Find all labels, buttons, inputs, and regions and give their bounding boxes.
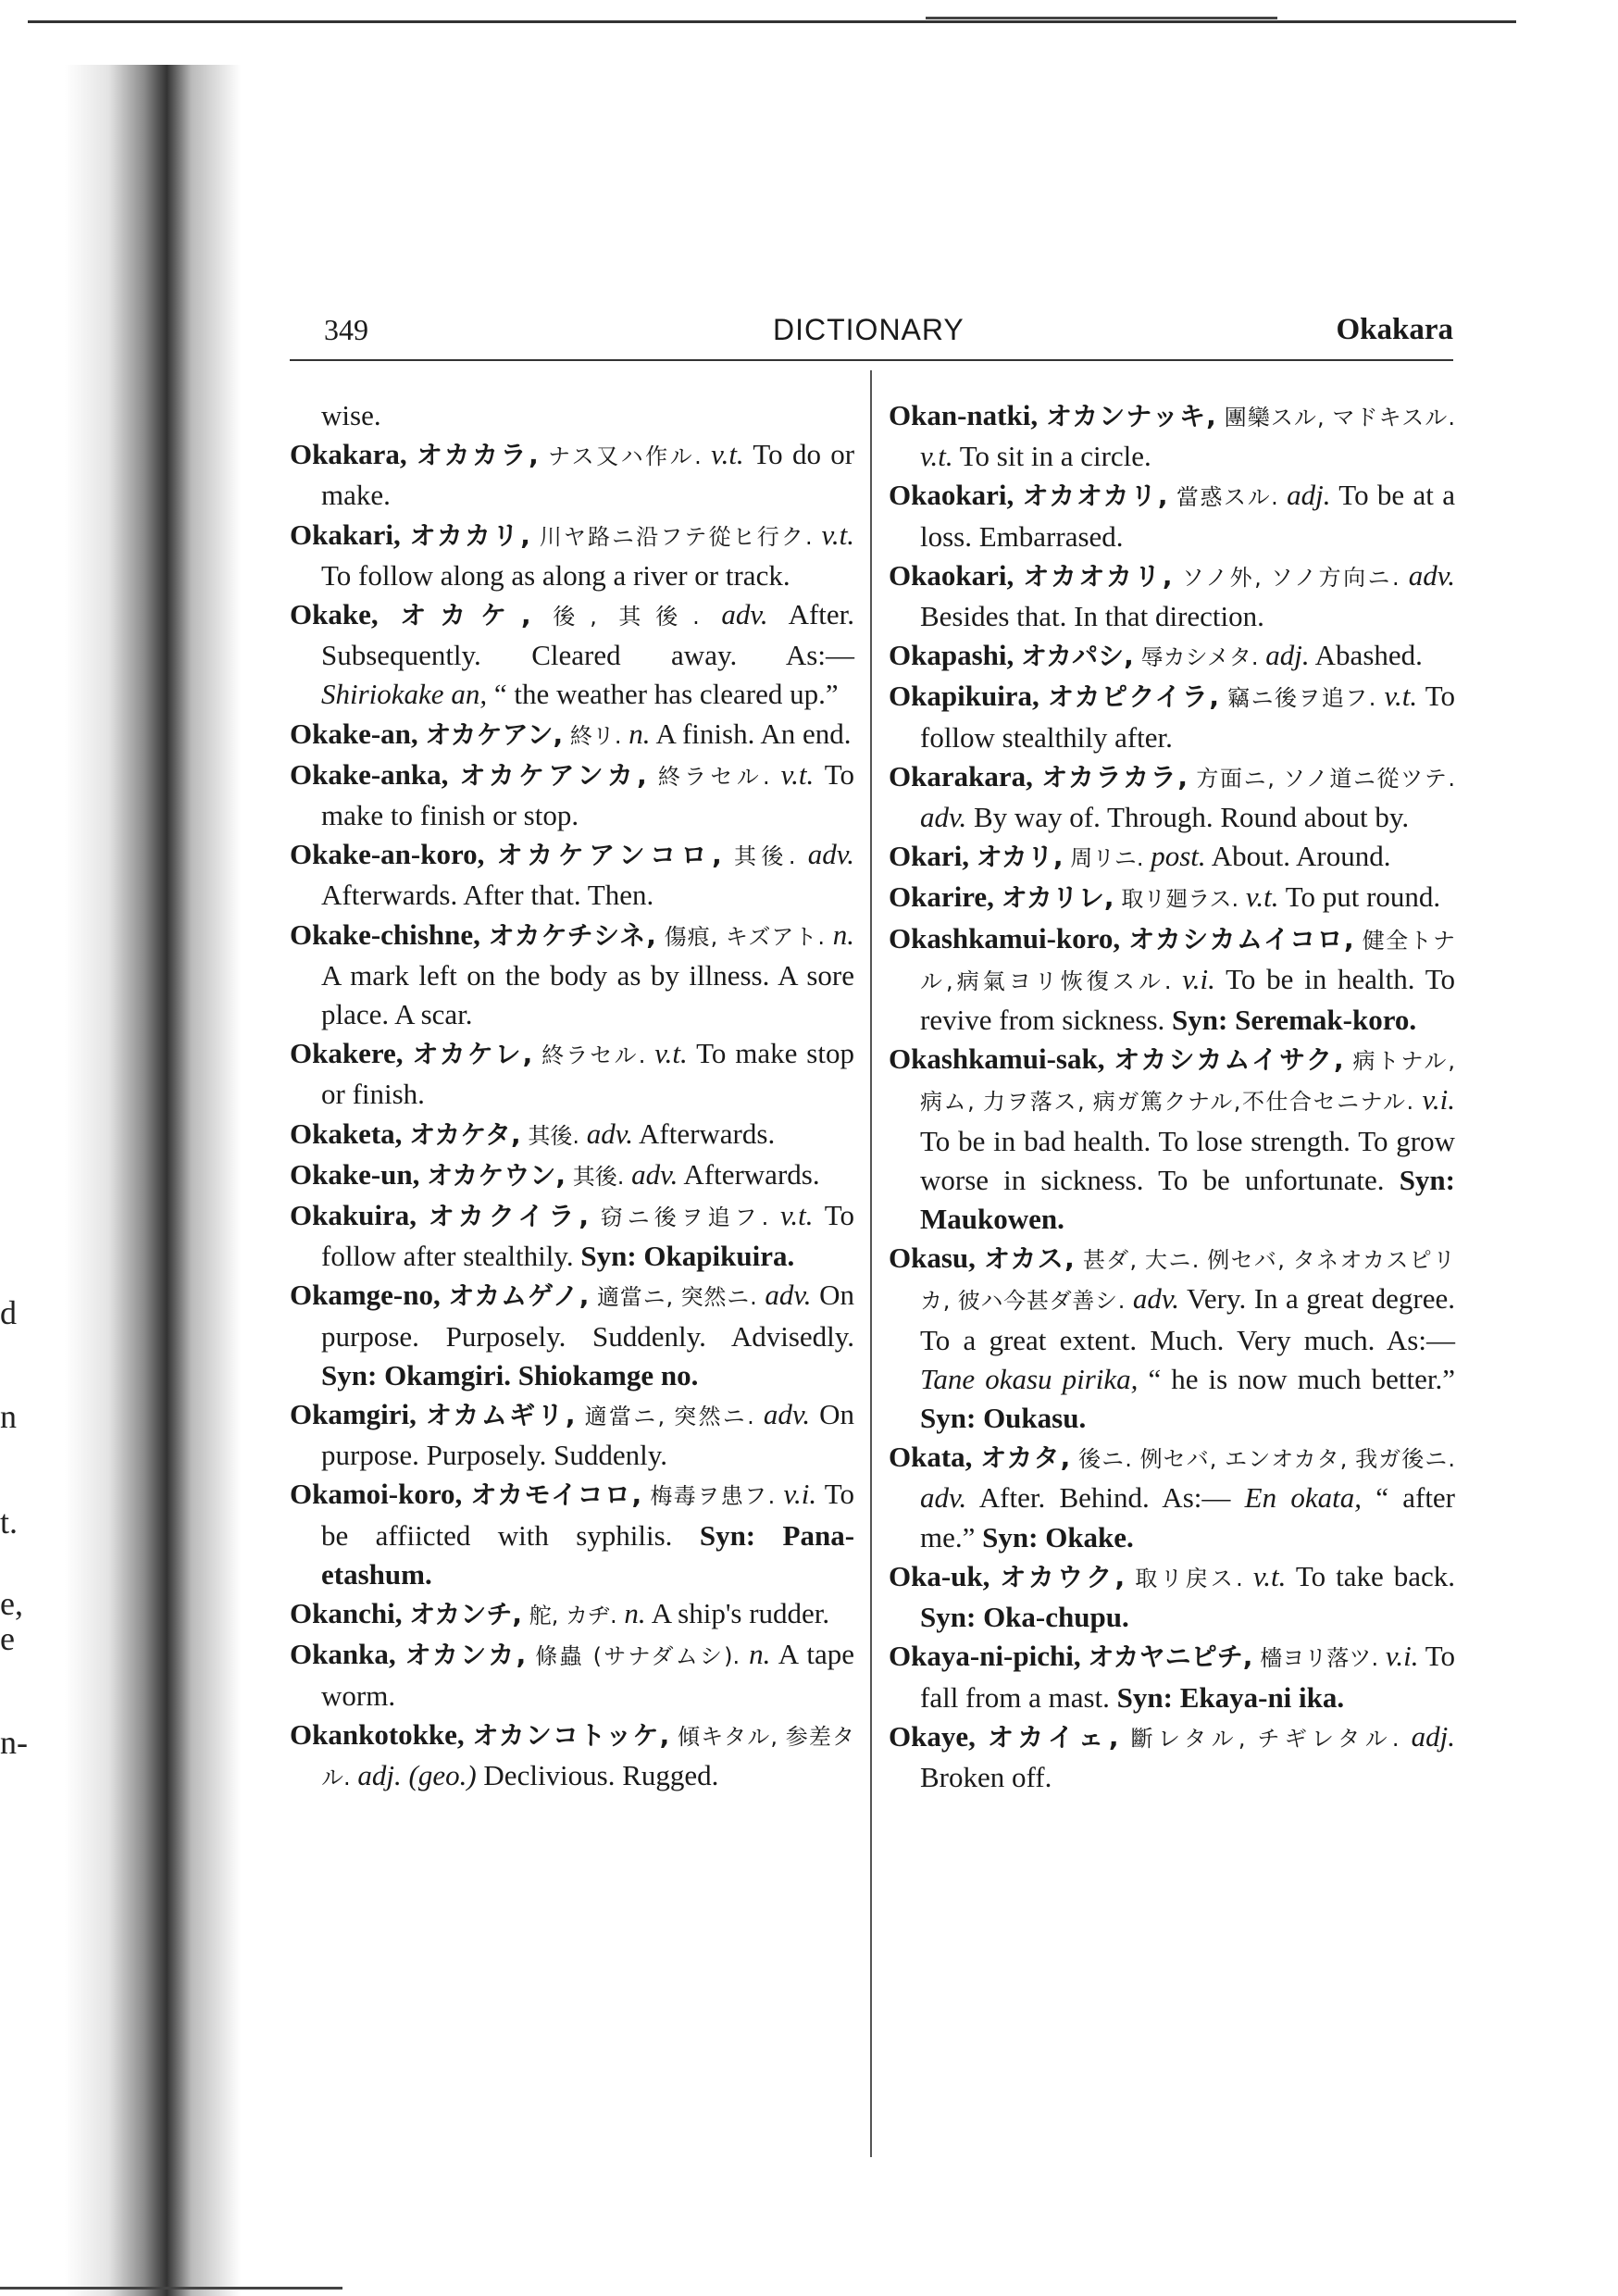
entry-part-of-speech: v.t. — [779, 1199, 814, 1232]
entry-headword: Okaketa, — [290, 1117, 403, 1150]
entry-katakana: オカラカラ, — [1041, 761, 1189, 792]
entry-definition: To sit in a circle. — [959, 440, 1151, 473]
entry-japanese-gloss: 後, 其後. — [553, 604, 700, 630]
entry-synonym: Maukowen. — [920, 1203, 1064, 1236]
entry-part-of-speech: adv. — [631, 1157, 678, 1191]
entry-japanese-gloss: 辱カシメタ. — [1140, 644, 1259, 671]
entry-example-translation: “ after me.” — [920, 1481, 1456, 1554]
entry-definition: To make to finish or stop. — [321, 757, 854, 832]
entry-continuation: wise. — [321, 399, 381, 431]
entry-synonym-label: Syn: — [1399, 1163, 1455, 1196]
dictionary-entry — [889, 878, 1455, 918]
entry-katakana: オカカリ, — [409, 519, 530, 551]
entry-synonym-label: Syn: — [1172, 1004, 1228, 1037]
facing-page-char: e, — [0, 1585, 23, 1622]
page-number: 349 — [324, 313, 368, 346]
facing-page-char: n — [0, 1398, 17, 1435]
entry-example: Shiriokake an, — [321, 678, 488, 711]
entry-headword: Okankotokke, — [290, 1717, 465, 1751]
entry-synonym: Pana-etashum. — [321, 1518, 855, 1591]
entry-japanese-gloss: 方面ニ, ソノ道ニ從ツテ. — [1196, 765, 1455, 792]
dictionary-entry — [290, 1475, 854, 1594]
page-header — [324, 309, 1453, 356]
entry-synonym: Okapikuira. — [643, 1240, 795, 1273]
entry-definition: After. Subsequently. Cleared away. As:— — [321, 598, 855, 672]
entry-definition: Abashed. — [1314, 639, 1423, 672]
entry-example: Tane okasu pirika, — [920, 1362, 1139, 1395]
entry-part-of-speech: adv. — [1408, 558, 1456, 592]
entry-headword: Okake, — [290, 598, 379, 631]
entry-definition: After. Behind. As:— — [978, 1481, 1231, 1515]
dictionary-entry — [889, 636, 1455, 677]
entry-japanese-gloss: 甚ダ, 大ニ. 例セバ, タネオカスピリカ, 彼ハ今甚ダ善シ. — [920, 1247, 1456, 1315]
entry-japanese-gloss: 其後. — [733, 843, 796, 870]
entry-part-of-speech: n. — [624, 1597, 646, 1630]
entry-definition: By way of. Through. Round about by. — [973, 801, 1410, 834]
entry-part-of-speech: adv. — [765, 1279, 812, 1312]
dictionary-entry — [290, 916, 854, 1035]
entry-headword: Okamoi-koro, — [290, 1478, 463, 1511]
entry-definition: On purpose. Purposely. Suddenly. Advisedly. — [321, 1279, 855, 1353]
entry-definition: Afterwards. — [683, 1157, 820, 1191]
entry-japanese-gloss: 後ニ. 例セバ, エンオカタ, 我ガ後ニ. — [1078, 1446, 1455, 1473]
entry-japanese-gloss: 川ヤ路ニ沿フテ從ヒ行ク. — [539, 523, 813, 550]
entry-headword: Okari, — [889, 840, 969, 873]
facing-page-char: t. — [0, 1504, 19, 1541]
dictionary-entry — [290, 1594, 854, 1635]
entry-part-of-speech: v.i. — [1422, 1083, 1456, 1117]
entry-katakana: オカピクイラ, — [1048, 681, 1219, 713]
entry-definition: To put round. — [1285, 880, 1441, 914]
entry-part-of-speech: v.t. — [1245, 880, 1279, 914]
entry-katakana: オカリレ, — [1001, 882, 1114, 914]
dictionary-entry — [290, 1115, 854, 1155]
entry-japanese-gloss: 檣ヨリ落ツ. — [1260, 1645, 1379, 1672]
entry-katakana: オカンチ, — [409, 1599, 523, 1630]
guide-word: Okakara — [1336, 313, 1453, 346]
entry-katakana: オカンコトッケ, — [472, 1719, 670, 1751]
entry-japanese-gloss: 健全トナル,病氣ヨリ恢復スル. — [920, 927, 1455, 994]
dictionary-entry — [290, 1034, 854, 1114]
entry-katakana: オカシカムイサク, — [1114, 1044, 1344, 1076]
entry-synonym: Okamgiri. Shiokamge no. — [384, 1358, 699, 1391]
entry-japanese-gloss: 適當ニ, 突然ニ. — [596, 1284, 757, 1311]
column-divider — [870, 370, 872, 2157]
entry-katakana: オカオカリ, — [1022, 480, 1168, 512]
entry-katakana: オカカラ, — [416, 440, 539, 471]
entry-japanese-gloss: 終リ. — [569, 722, 622, 749]
entry-headword: Okata, — [889, 1441, 973, 1474]
dictionary-entry — [889, 1438, 1455, 1557]
entry-japanese-gloss: ナス又ハ作ル. — [548, 443, 702, 470]
entry-japanese-gloss: 取リ戻ス. — [1135, 1565, 1243, 1591]
entry-part-of-speech: adv. — [920, 1481, 967, 1515]
entry-japanese-gloss: 其後. — [572, 1163, 625, 1190]
entry-synonym: Okake. — [1045, 1520, 1134, 1554]
entry-japanese-gloss: 梅毒ヲ患フ. — [650, 1483, 776, 1510]
left-column — [290, 396, 854, 1797]
entry-part-of-speech: n. — [832, 917, 855, 951]
entry-definition: To fall from a mast. — [920, 1640, 1455, 1714]
entry-japanese-gloss: 團欒スル, マドキスル. — [1224, 405, 1456, 430]
entry-katakana: オカンナッキ, — [1045, 401, 1216, 431]
dictionary-entry — [290, 755, 854, 835]
entry-japanese-gloss: 傷痕, キズアト. — [664, 923, 826, 950]
dictionary-entry — [889, 677, 1455, 756]
entry-headword: Okake-anka, — [290, 757, 449, 791]
entry-part-of-speech: v.t. — [1252, 1559, 1287, 1592]
dictionary-entry — [290, 435, 854, 515]
dictionary-entry — [889, 556, 1455, 636]
entry-definition: Declivious. Rugged. — [483, 1758, 719, 1791]
binding-gutter-shadow — [65, 65, 241, 2296]
entry-headword: Okamgiri, — [290, 1398, 417, 1431]
entry-part-of-speech: v.t. — [1384, 680, 1418, 713]
entry-headword: Okashkamui-sak, — [889, 1042, 1105, 1076]
entry-synonym-label: Syn: — [982, 1520, 1039, 1554]
entry-definition: Afterwards. — [639, 1117, 776, 1150]
entry-japanese-gloss: 終ラセル. — [657, 763, 770, 790]
entry-part-of-speech: adj. — [1287, 479, 1331, 512]
dictionary-entry — [290, 595, 854, 715]
entry-headword: Okake-an, — [290, 717, 418, 750]
entry-headword: Okapikuira, — [889, 680, 1039, 713]
entry-katakana: オカシカムイコロ, — [1128, 923, 1354, 955]
header-rule — [290, 359, 1453, 361]
entry-definition: To be affiicted with syphilis. — [321, 1478, 855, 1552]
entry-definition: To be at a loss. Embarrased. — [920, 479, 1455, 553]
entry-definition: Afterwards. After that. Then. — [321, 879, 654, 912]
entry-headword: Okamge-no, — [290, 1279, 441, 1312]
entry-synonym-label: Syn: — [321, 1358, 378, 1391]
entry-japanese-gloss: 竊ニ後ヲ追フ. — [1227, 685, 1376, 712]
entry-headword: Okaya-ni-pichi, — [889, 1640, 1081, 1673]
entry-katakana: オカケアンコロ, — [496, 840, 722, 871]
entry-katakana: オカパシ, — [1021, 641, 1134, 672]
entry-part-of-speech: adv. — [920, 801, 967, 834]
entry-katakana: オカオカリ, — [1023, 560, 1173, 592]
dictionary-entry — [889, 919, 1455, 1041]
entry-japanese-gloss: 終ラセル. — [541, 1042, 646, 1069]
entry-japanese-gloss: 病トナル, 病ム, 力ヲ落ス, 病ガ篤クナル,不仕合セニナル. — [920, 1048, 1456, 1116]
entry-definition: Very. In a great degree. To a great extent. Much. Very much. As:— — [920, 1282, 1455, 1356]
entry-headword: Okan-natki, — [889, 399, 1039, 431]
entry-headword: Okaye, — [889, 1719, 976, 1753]
entry-headword: Okarakara, — [889, 759, 1033, 792]
entry-katakana: オカケアンカ, — [459, 759, 647, 791]
entry-definition: To take back. — [1295, 1559, 1455, 1592]
entry-japanese-gloss: 取リ廻ラス. — [1121, 886, 1239, 913]
running-title: DICTIONARY — [773, 313, 965, 346]
entry-part-of-speech: adj. — [1265, 639, 1310, 672]
entry-definition: A finish. An end. — [655, 717, 852, 750]
entry-definition: A ship's rudder. — [651, 1597, 830, 1630]
entry-katakana: オカウク, — [1000, 1561, 1126, 1592]
entry-synonym-label: Syn: — [920, 1402, 977, 1435]
entry-headword: Okakara, — [290, 438, 407, 471]
dictionary-entry — [290, 516, 854, 595]
bottom-edge-rule — [0, 2287, 342, 2290]
entry-synonym-label: Syn: — [1116, 1680, 1173, 1714]
entry-part-of-speech: adj. (geo.) — [357, 1758, 477, 1791]
entry-katakana: オカケ, — [400, 600, 531, 631]
entry-part-of-speech: post. — [1151, 840, 1206, 873]
entry-part-of-speech: v.t. — [711, 438, 744, 471]
dictionary-entry — [290, 835, 854, 915]
entry-katakana: オカタ, — [980, 1442, 1071, 1474]
dictionary-entry — [290, 1196, 854, 1276]
entry-synonym-label: Syn: — [920, 1601, 977, 1634]
dictionary-entry — [889, 1717, 1455, 1797]
entry-part-of-speech: v.t. — [780, 757, 815, 791]
entry-definition: To make stop or finish. — [321, 1037, 854, 1111]
entry-part-of-speech: adv. — [763, 1398, 811, 1431]
entry-headword: Okaokari, — [889, 479, 1014, 512]
entry-definition: To follow stealthily after. — [920, 680, 1456, 754]
entry-katakana: オカヤニピチ, — [1088, 1641, 1253, 1673]
entry-example-translation: “ the weather has cleared up.” — [493, 678, 839, 711]
entry-part-of-speech: v.t. — [920, 440, 953, 473]
entry-definition: About. Around. — [1211, 840, 1391, 873]
entry-headword: Okaokari, — [889, 558, 1014, 592]
top-edge-rule-secondary — [926, 17, 1277, 19]
entry-katakana: オカンカ, — [404, 1640, 527, 1671]
entry-headword: Okasu, — [889, 1242, 976, 1275]
dictionary-entry — [889, 1239, 1455, 1438]
entry-katakana: オカイェ, — [987, 1721, 1119, 1753]
dictionary-entry — [889, 476, 1455, 555]
facing-page-char: d — [0, 1294, 17, 1331]
entry-japanese-gloss: 當惑スル. — [1176, 484, 1278, 511]
entry-katakana: オカケレ, — [412, 1039, 533, 1070]
entry-headword: Okakari, — [290, 518, 401, 551]
entry-part-of-speech: v.i. — [783, 1478, 817, 1511]
entry-japanese-gloss: 傾キタル, 参差タル. — [321, 1723, 854, 1791]
dictionary-entry — [889, 1040, 1455, 1239]
entry-katakana: オカケタ, — [409, 1118, 521, 1150]
entry-part-of-speech: v.t. — [821, 518, 855, 551]
dictionary-entry — [889, 1557, 1455, 1637]
entry-headword: Okapashi, — [889, 639, 1014, 672]
dictionary-entry — [290, 1395, 854, 1475]
dictionary-entry — [290, 1155, 854, 1196]
entry-definition: To be in bad health. To lose strength. To grow worse in sickness. To be unfortunate. — [920, 1124, 1455, 1196]
entry-japanese-gloss: 其後. — [528, 1122, 579, 1149]
dictionary-entry — [290, 1276, 854, 1395]
entry-definition: A tape worm. — [321, 1638, 854, 1712]
entry-part-of-speech: v.i. — [1385, 1640, 1419, 1673]
entry-japanese-gloss: 窃ニ後ヲ追フ. — [600, 1204, 769, 1231]
entry-part-of-speech: n. — [749, 1638, 771, 1671]
entry-synonym: Ekaya-ni ika. — [1179, 1680, 1345, 1714]
entry-katakana: オカス, — [984, 1243, 1075, 1275]
facing-page-char: e — [0, 1620, 15, 1657]
dictionary-entry — [889, 396, 1455, 476]
entry-katakana: オカムゲノ, — [448, 1280, 590, 1312]
entry-definition: To be in health. To revive from sickness. — [920, 962, 1455, 1037]
entry-part-of-speech: adv. — [586, 1117, 633, 1150]
entry-japanese-gloss: 適當ニ, 突然ニ. — [584, 1404, 754, 1430]
entry-japanese-gloss: 周リニ. — [1070, 845, 1144, 872]
entry-example-translation: “ he is now much better.” — [1148, 1362, 1456, 1395]
entry-katakana: オカクイラ, — [428, 1201, 589, 1232]
entry-example: En okata, — [1244, 1481, 1362, 1515]
entry-headword: Okanchi, — [290, 1597, 403, 1630]
entry-synonym: Oukasu. — [983, 1402, 1087, 1435]
entry-japanese-gloss: ソノ外, ソノ方向ニ. — [1181, 564, 1400, 591]
entry-synonym: Seremak-koro. — [1235, 1004, 1417, 1037]
entry-definition: On purpose. Purposely. Suddenly. — [321, 1398, 855, 1472]
entry-part-of-speech: adv. — [807, 838, 854, 871]
entry-part-of-speech: n. — [629, 717, 651, 750]
entry-definition: To follow after stealthily. — [321, 1199, 854, 1273]
entry-katakana: オカリ, — [976, 842, 1064, 873]
entry-katakana: オカケウン, — [427, 1159, 566, 1191]
entry-part-of-speech: v.t. — [654, 1037, 688, 1070]
entry-katakana: オカムギリ, — [426, 1400, 576, 1431]
facing-page-char: n- — [0, 1724, 28, 1761]
entry-headword: Oka-uk, — [889, 1559, 990, 1592]
entry-synonym: Oka-chupu. — [983, 1601, 1129, 1634]
entry-headword: Okake-an-koro, — [290, 838, 485, 871]
entry-headword: Okanka, — [290, 1638, 396, 1671]
entry-headword: Okashkamui-koro, — [889, 921, 1121, 955]
entry-definition: A mark left on the body as by illness. A sore place. A scar. — [321, 958, 854, 1031]
entry-definition: To follow along as along a river or track. — [321, 558, 790, 592]
entry-japanese-gloss: 條蟲 (サナダムシ). — [535, 1643, 741, 1670]
top-edge-rule — [28, 20, 1516, 23]
entry-headword: Okarire, — [889, 880, 994, 914]
entry-synonym-label: Syn: — [699, 1518, 756, 1552]
dictionary-entry — [889, 1637, 1455, 1716]
entry-part-of-speech: adj. — [1411, 1719, 1456, 1753]
entry-headword: Okake-un, — [290, 1157, 420, 1191]
entry-katakana: オカケチシネ, — [488, 919, 656, 951]
entry-headword: Okakuira, — [290, 1199, 417, 1232]
entry-katakana: オカモイコロ, — [470, 1479, 642, 1511]
entry-headword: Okakere, — [290, 1037, 404, 1070]
dictionary-entry — [290, 1635, 854, 1715]
dictionary-entry — [290, 715, 854, 755]
dictionary-entry — [290, 396, 854, 435]
entry-part-of-speech: adv. — [721, 598, 768, 631]
right-column — [889, 396, 1455, 1797]
entry-part-of-speech: v.i. — [1182, 962, 1215, 995]
entry-headword: Okake-chishne, — [290, 917, 480, 951]
entry-synonym-label: Syn: — [580, 1240, 637, 1273]
entry-japanese-gloss: 斷レタル, チギレタル. — [1130, 1725, 1400, 1752]
dictionary-entry — [290, 1716, 854, 1797]
entry-definition: Besides that. In that direction. — [920, 600, 1264, 633]
entry-definition: Broken off. — [920, 1760, 1052, 1793]
entry-definition: To do or make. — [321, 438, 855, 512]
entry-katakana: オカケアン, — [425, 718, 564, 750]
entry-part-of-speech: adv. — [1132, 1282, 1180, 1316]
entry-japanese-gloss: 舵, カヂ. — [529, 1603, 617, 1629]
dictionary-entry — [889, 757, 1455, 837]
dictionary-entry — [889, 837, 1455, 878]
